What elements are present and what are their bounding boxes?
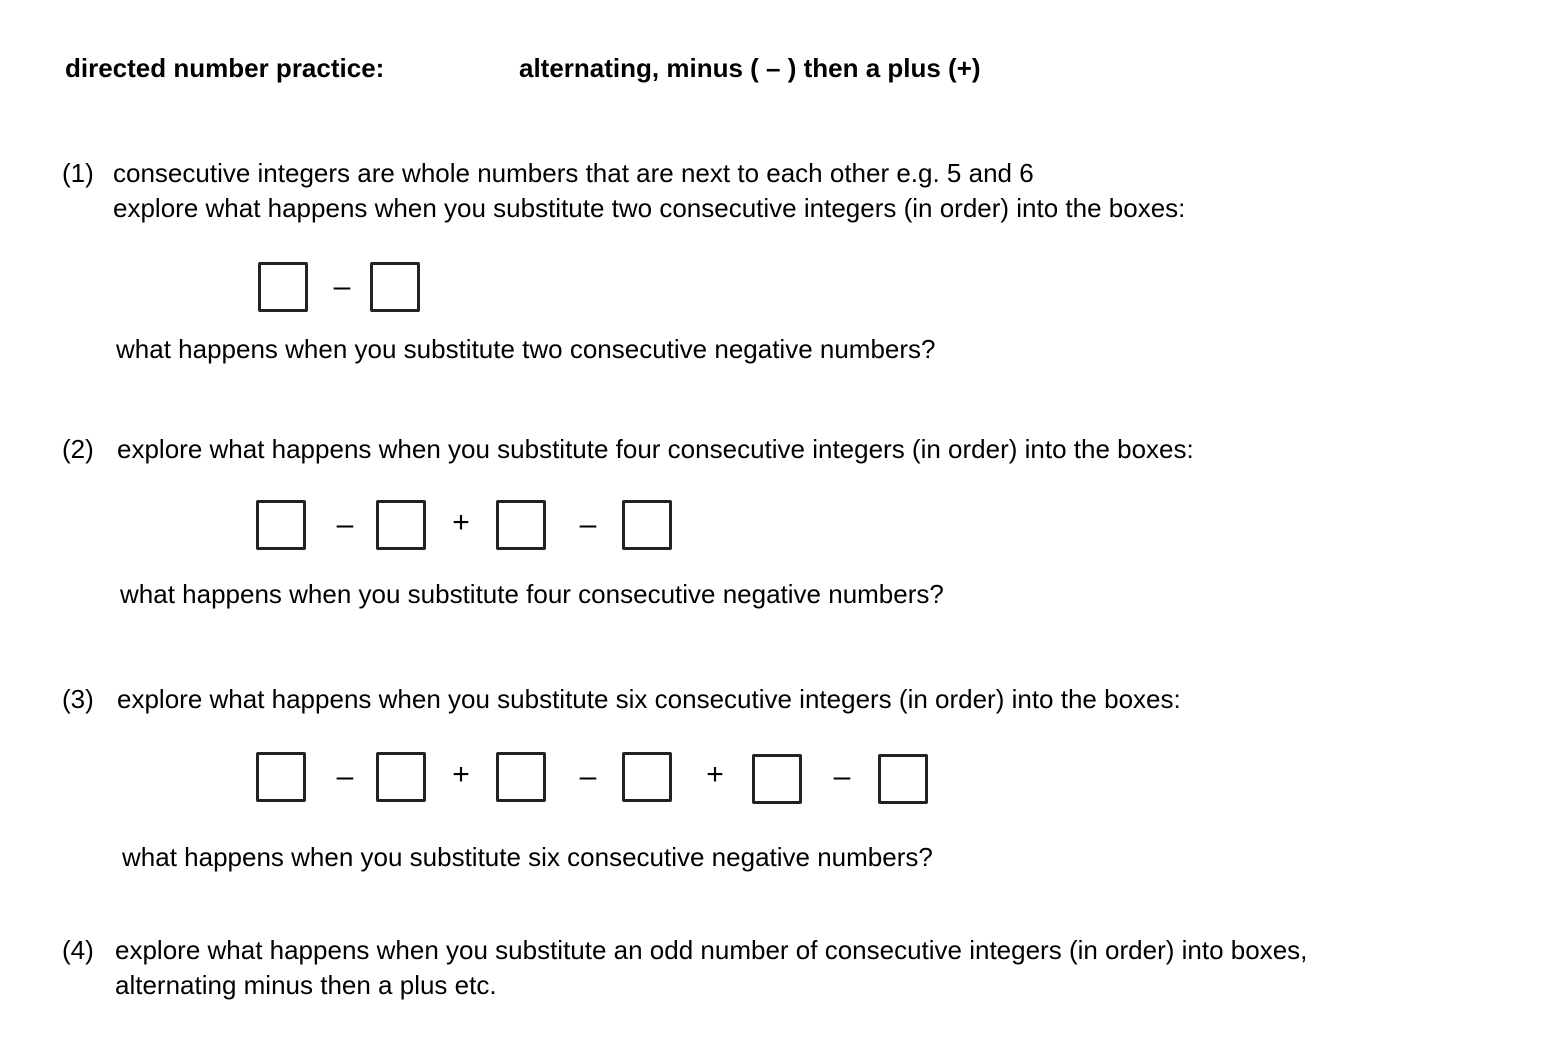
answer-box[interactable] [878,754,928,804]
answer-box[interactable] [622,752,672,802]
answer-box[interactable] [370,262,420,312]
q4-text: explore what happens when you substitute an odd number of consecutive integers (in order) into boxes, [115,935,1308,965]
q1-number: (1) [62,158,94,188]
q3-followup: what happens when you substitute six consecutive negative numbers? [122,842,933,872]
q2-text: explore what happens when you substitute four consecutive integers (in order) into the boxes: [117,434,1194,464]
q4-number: (4) [62,935,94,965]
q1-followup: what happens when you substitute two consecutive negative numbers? [116,334,936,364]
answer-box[interactable] [256,500,306,550]
answer-box[interactable] [256,752,306,802]
q3-text: explore what happens when you substitute six consecutive integers (in order) into the boxes: [117,684,1181,714]
minus-sign: – [579,760,597,793]
plus-sign: + [706,758,724,791]
plus-sign: + [452,758,470,791]
answer-box[interactable] [258,262,308,312]
worksheet-subtitle: alternating, minus ( – ) then a plus (+) [519,53,981,83]
minus-sign: – [579,508,597,541]
answer-box[interactable] [496,500,546,550]
minus-sign: – [833,760,851,793]
q1-text: consecutive integers are whole numbers that are next to each other e.g. 5 and 6 [113,158,1034,188]
answer-box[interactable] [376,752,426,802]
q4-text-2: alternating minus then a plus etc. [115,970,497,1000]
q2-number: (2) [62,434,94,464]
plus-sign: + [452,506,470,539]
answer-box[interactable] [622,500,672,550]
minus-sign: – [336,508,354,541]
minus-sign: – [336,760,354,793]
minus-sign: – [333,270,351,303]
answer-box[interactable] [376,500,426,550]
q3-number: (3) [62,684,94,714]
worksheet-title: directed number practice: [65,53,385,83]
q2-followup: what happens when you substitute four consecutive negative numbers? [120,579,944,609]
answer-box[interactable] [496,752,546,802]
answer-box[interactable] [752,754,802,804]
q1-text-2: explore what happens when you substitute two consecutive integers (in order) into the boxes: [113,193,1186,223]
